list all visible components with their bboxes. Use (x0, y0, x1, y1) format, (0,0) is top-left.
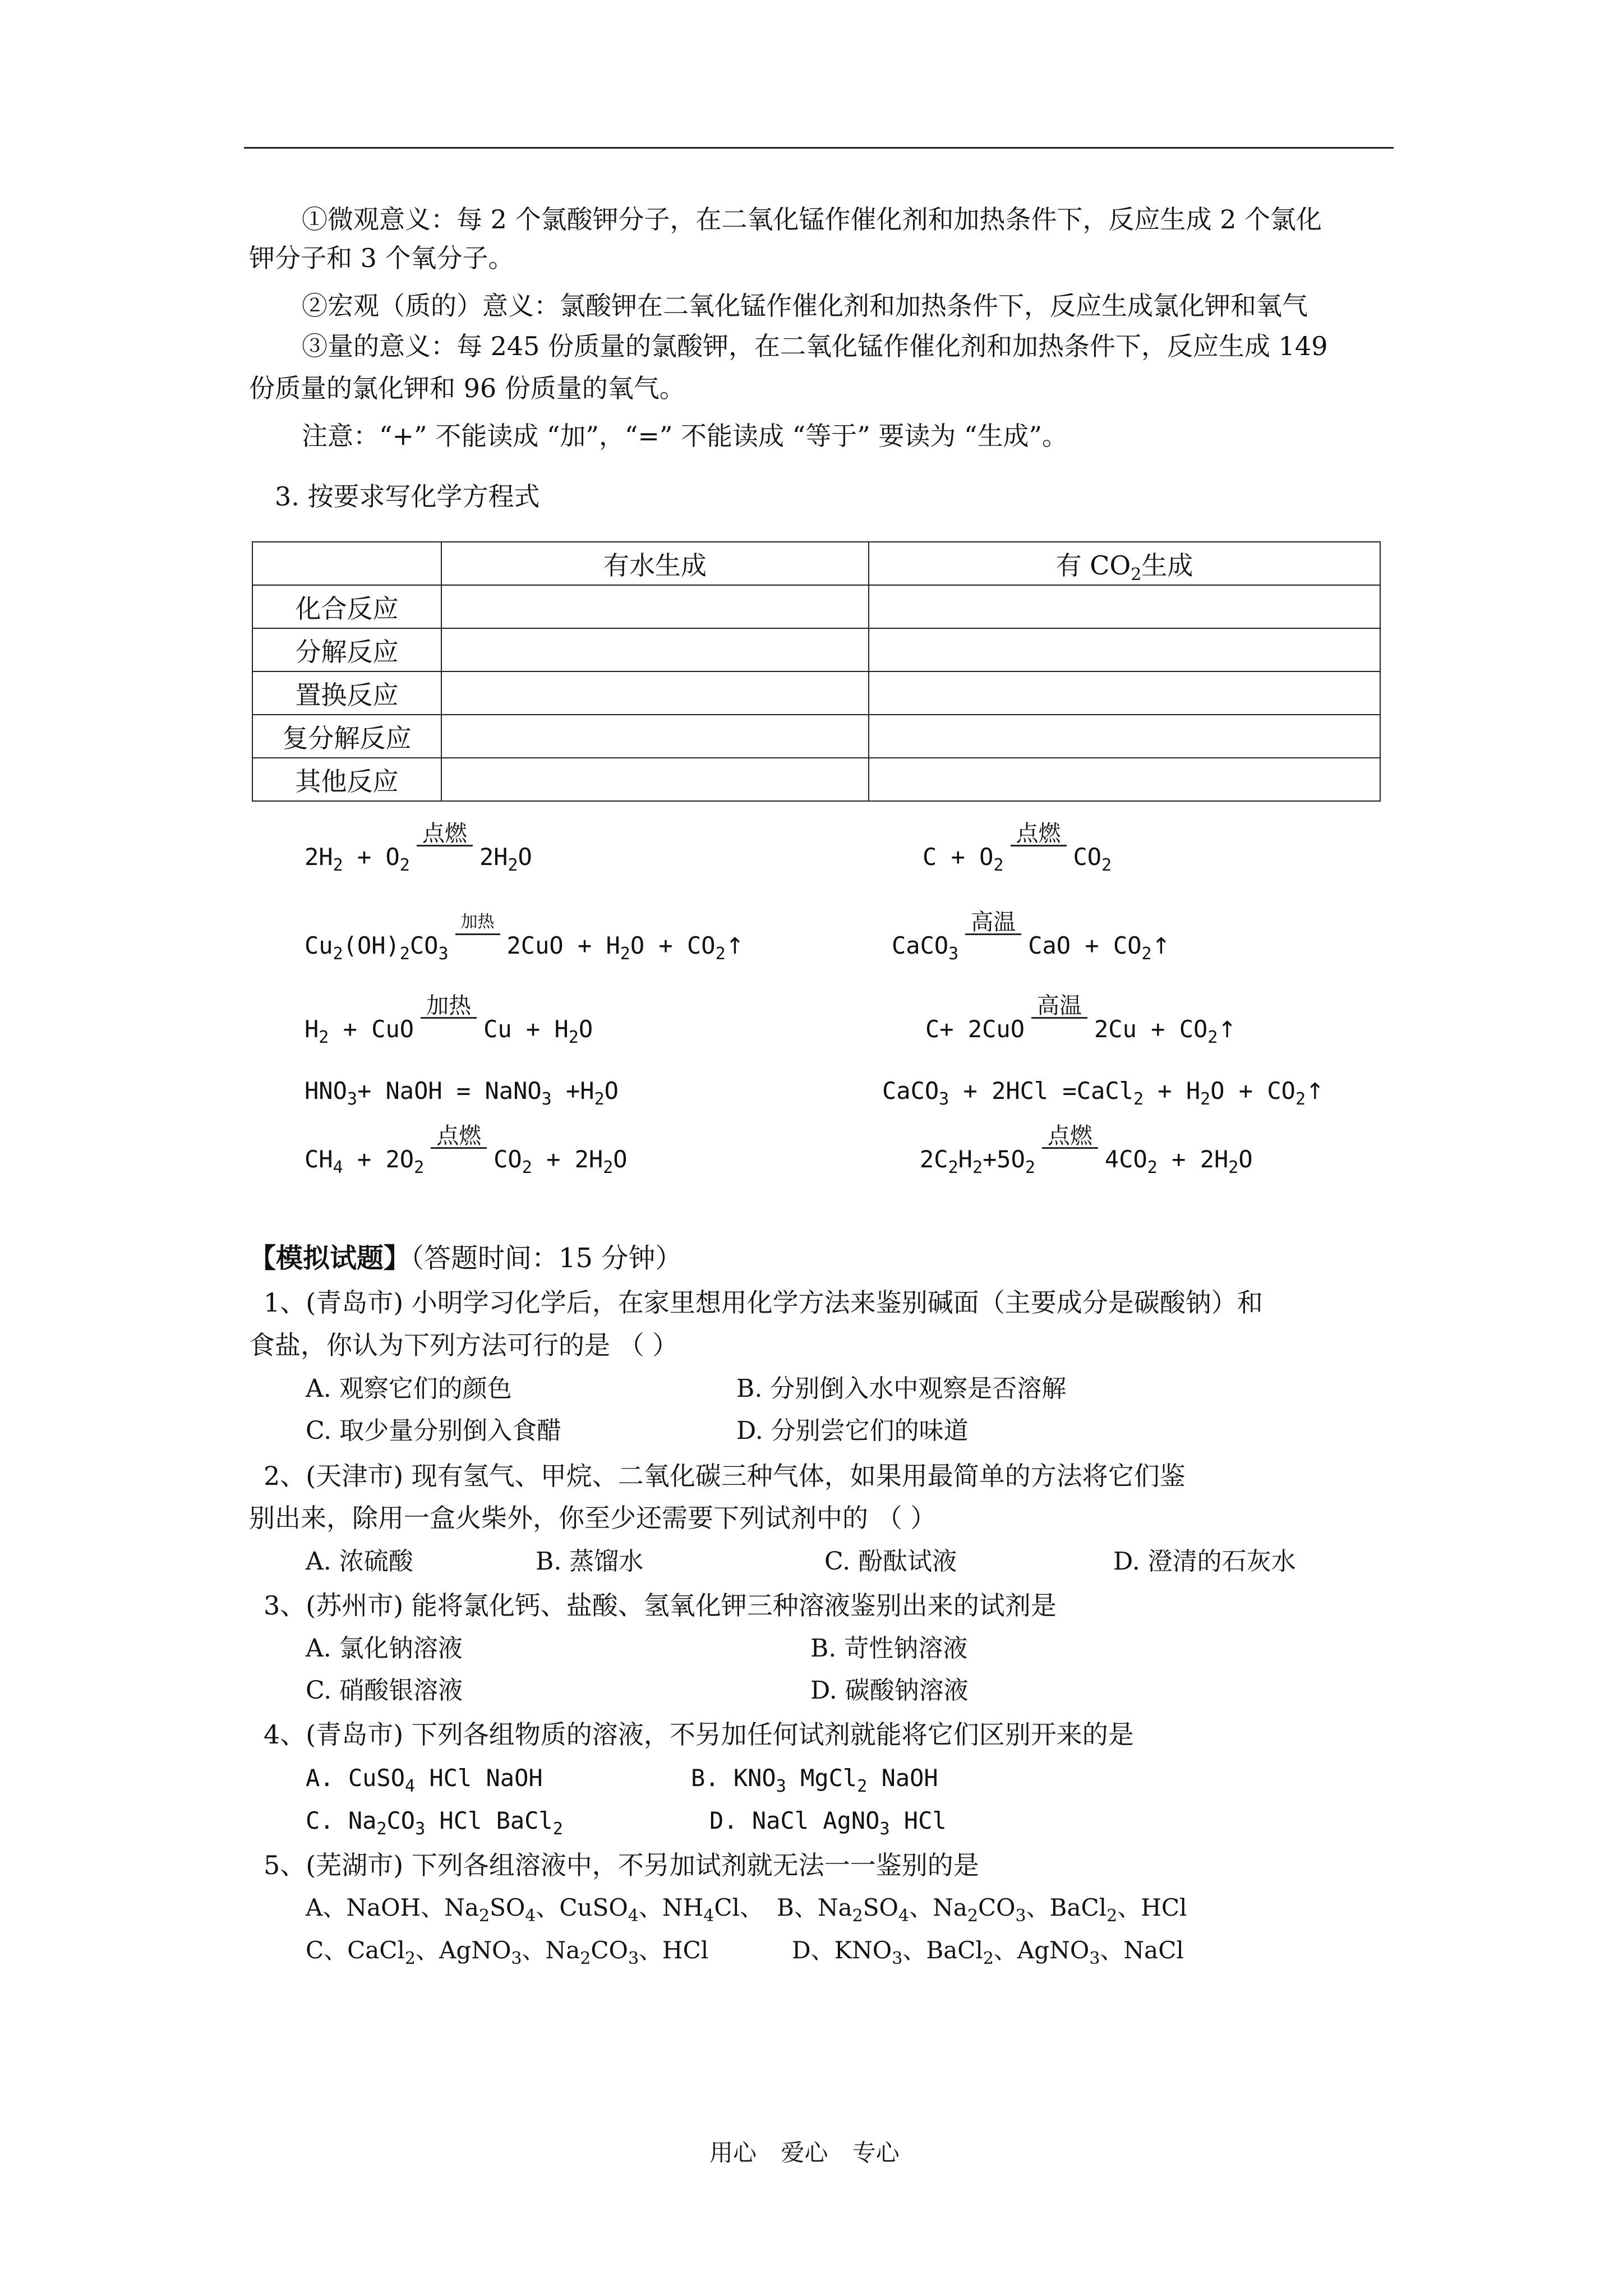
q3-option-d: D. 碳酸钠溶液 (810, 1676, 969, 1705)
equation-hno3-naoh: $HNO_3+$ NaOH = NaNO$_3$ $+H_2O$ (305, 1077, 619, 1109)
q1-line1: 1、(青岛市) 小明学习化学后，在家里想用化学方法来鉴别碱面（主要成分是碳酸钠）和 (264, 1287, 1263, 1318)
equation-h2-o2: $2H_2 + O_2$ 点燃 $2H_2O$ (305, 821, 532, 875)
q5-option-c: C、CaCl$_2$、AgNO$_3$、$Na_2CO_3$、HCl (306, 1936, 709, 1968)
table-corner-cell (252, 542, 441, 585)
q2-line1: 2、(天津市) 现有氢气、甲烷、二氧化碳三种气体，如果用最简单的方法将它们鉴 (264, 1461, 1186, 1491)
equation-c-o2: $C + O_2$ 点燃 $CO_2$ (923, 821, 1112, 875)
q2-line2: 别出来，除用一盒火柴外，你至少还需要下列试剂中的 （ ） (249, 1503, 937, 1533)
equation-cu2oh2co3: $Cu_2(OH)_2CO_3$ 加热 $2CuO + H_2O$ + $CO_2↑$ (305, 912, 745, 964)
header-co2: 有 $CO_2$生成 (869, 542, 1380, 585)
page-footer: 用心 爱心 专心 (709, 2139, 900, 2166)
q5-line1: 5、(芜湖市) 下列各组溶液中，不另加试剂就无法一一鉴别的是 (264, 1850, 979, 1880)
q1-option-c: C. 取少量分别倒入食醋 (306, 1416, 562, 1445)
q2-option-b: B. 蒸馏水 (536, 1547, 644, 1576)
q4-option-b: B. $KNO_3$ MgCl$_2$ NaOH (691, 1764, 938, 1796)
equation-caco3-heat: CaCO$_3$ 高温 CaO + $CO_2↑$ (892, 909, 1171, 964)
q4-option-c: C. $Na_2CO_3$ HCl BaCl$_2$ (306, 1807, 563, 1839)
quant-meaning-line2: 份质量的氯化钾和 96 份质量的氧气。 (249, 373, 685, 403)
row-label: 其他反应 (252, 758, 441, 801)
q1-line2: 食盐，你认为下列方法可行的是 （ ） (249, 1330, 679, 1360)
q3-option-a: A. 氯化钠溶液 (306, 1634, 463, 1663)
mock-heading-line (249, 1241, 682, 1275)
table-header-row (252, 542, 1380, 585)
q4-line1: 4、(青岛市) 下列各组物质的溶液，不另加任何试剂就能将它们区别开来的是 (264, 1719, 1134, 1750)
equation-ch4-o2: $CH_4 + 2O_2$ 点燃 $CO_2 + 2H_2O$ (305, 1123, 628, 1177)
q2-option-d: D. 澄清的石灰水 (1113, 1547, 1296, 1576)
row-label: 复分解反应 (252, 715, 441, 758)
row-label: 置换反应 (252, 671, 441, 715)
q2-option-c: C. 酚酞试液 (824, 1547, 957, 1576)
q3-line1: 3、(苏州市) 能将氯化钙、盐酸、氢氧化钾三种溶液鉴别出来的试剂是 (264, 1590, 1057, 1621)
header-water: 有水生成 (441, 542, 869, 585)
equation-table (252, 541, 1381, 802)
quant-meaning-line1: ③量的意义：每 245 份质量的氯酸钾，在二氧化锰作催化剂和加热条件下，反应生成 149 (302, 331, 1328, 361)
q2-option-a: A. 浓硫酸 (306, 1547, 413, 1576)
reading-note: 注意：“+” 不能读成 “加”，“=” 不能读成 “等于” 要读为 “生成”。 (302, 421, 1068, 451)
q5-option-b: B、$Na_2SO_4$、$Na_2CO_3$、BaCl$_2$、HCl (777, 1894, 1187, 1926)
equation-h2-cuo: $H_2$ + CuO 加热 $Cu + H_2O$ (305, 993, 593, 1047)
q4-option-d: D. NaCl AgNO$_3$ HCl (709, 1807, 947, 1839)
macro-meaning: ②宏观（质的）意义：氯酸钾在二氧化锰作催化剂和加热条件下，反应生成氯化钾和氧气 (302, 291, 1308, 321)
q5-option-d: D、$KNO_3$、BaCl$_2$、AgNO$_3$、NaCl (792, 1936, 1184, 1968)
micro-meaning-line1: ①微观意义：每 2 个氯酸钾分子，在二氧化锰作催化剂和加热条件下，反应生成 2 个氯化 (302, 204, 1322, 234)
micro-meaning-line2: 钾分子和 3 个氧分子。 (249, 243, 514, 273)
table-row (252, 628, 1380, 671)
q3-option-c: C. 硝酸银溶液 (306, 1676, 463, 1705)
q5-option-a: A、NaOH、$Na_2SO_4$、CuSO$_4$、$NH_4Cl$、 (306, 1894, 763, 1926)
equation-c-cuo: C+ 2CuO 高温 $2Cu + CO_2↑$ (925, 993, 1237, 1047)
table-row (252, 715, 1380, 758)
row-label: 分解反应 (252, 628, 441, 671)
q1-option-d: D. 分别尝它们的味道 (736, 1416, 969, 1445)
table-row (252, 758, 1380, 801)
equation-c2h2-o2: $2C_2H_2+5O_2$ 点燃 $4CO_2 + 2H_2O$ (920, 1123, 1253, 1177)
mock-time: （答题时间：15 分钟） (411, 1243, 683, 1274)
q4-option-a: A. CuSO$_4$ HCl NaOH (306, 1764, 543, 1796)
q1-option-a: A. 观察它们的颜色 (306, 1374, 512, 1403)
mock-heading: 【模拟试题】 (249, 1243, 411, 1274)
row-label: 化合反应 (252, 585, 441, 628)
table-row (252, 585, 1380, 628)
q1-option-b: B. 分别倒入水中观察是否溶解 (736, 1374, 1067, 1403)
equation-caco3-hcl: CaCO$_3$ + 2HCl =CaCl$_2$ + $H_2O$ + $CO_2↑$ (882, 1077, 1325, 1109)
section3-title: 3. 按要求写化学方程式 (275, 481, 540, 512)
header-rule (244, 147, 1394, 149)
table-row (252, 671, 1380, 715)
q3-option-b: B. 苛性钠溶液 (810, 1634, 968, 1663)
